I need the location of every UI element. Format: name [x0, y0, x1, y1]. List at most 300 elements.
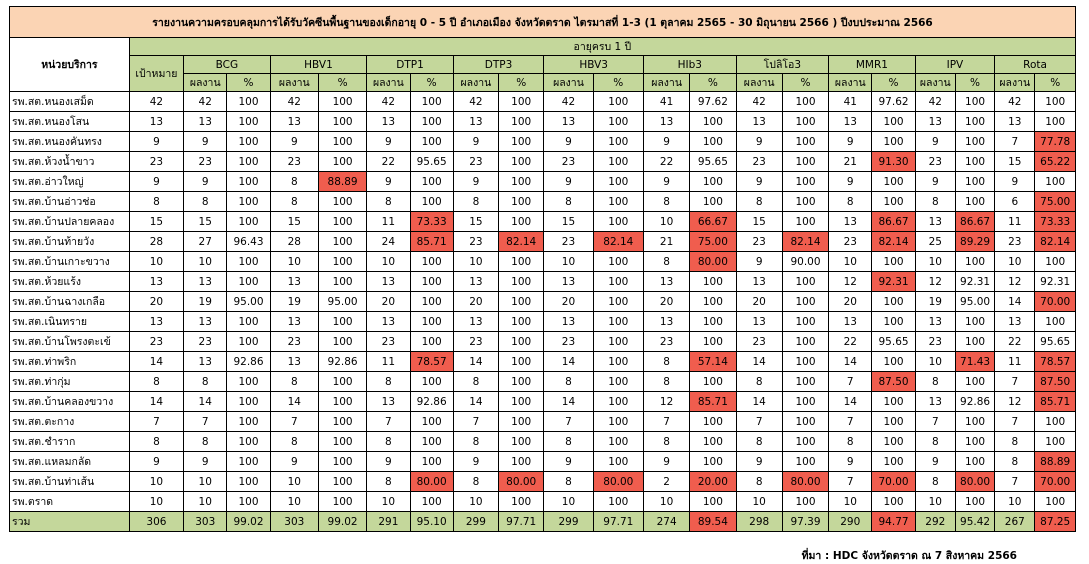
- percent-cell: 100: [955, 452, 994, 472]
- result-cell: 42: [270, 92, 318, 112]
- result-cell: 299: [453, 512, 498, 532]
- result-cell: 41: [829, 92, 872, 112]
- result-cell: 11: [995, 212, 1035, 232]
- percent-cell: 87.50: [1035, 372, 1076, 392]
- percent-cell: 100: [593, 172, 643, 192]
- percent-cell: 100: [782, 332, 828, 352]
- target-header: เป้าหมาย: [129, 56, 183, 92]
- result-cell: 7: [915, 412, 955, 432]
- percent-cell: 80.00: [593, 472, 643, 492]
- result-cell: 303: [270, 512, 318, 532]
- percent-cell: 100: [872, 312, 915, 332]
- result-cell: 13: [367, 112, 410, 132]
- target-cell: 7: [129, 412, 183, 432]
- result-cell: 292: [915, 512, 955, 532]
- result-cell: 10: [184, 492, 227, 512]
- result-cell: 23: [736, 332, 782, 352]
- table-row: [10, 112, 1076, 132]
- result-cell: 12: [829, 272, 872, 292]
- result-cell: 13: [367, 272, 410, 292]
- target-cell: 10: [129, 252, 183, 272]
- result-cell: 8: [453, 192, 498, 212]
- percent-cell: 95.10: [410, 512, 453, 532]
- target-cell: 8: [129, 372, 183, 392]
- percent-cell: 100: [690, 172, 736, 192]
- percent-cell: 100: [872, 352, 915, 372]
- result-cell: 19: [915, 292, 955, 312]
- percent-cell: 95.65: [690, 152, 736, 172]
- percent-cell: 100: [782, 292, 828, 312]
- result-cell: 23: [995, 232, 1035, 252]
- result-cell: 42: [367, 92, 410, 112]
- percent-cell: 100: [318, 452, 366, 472]
- table-row: [10, 212, 1076, 232]
- percent-cell: 77.78: [1035, 132, 1076, 152]
- percent-cell: 100: [227, 252, 270, 272]
- table-row: [10, 312, 1076, 332]
- result-cell: 7: [995, 132, 1035, 152]
- unit-name: รพ.สต.หนองเสม็ด: [10, 92, 130, 112]
- result-cell: 9: [829, 132, 872, 152]
- percent-cell: 100: [499, 112, 544, 132]
- target-cell: 13: [129, 312, 183, 332]
- result-cell: 8: [829, 192, 872, 212]
- result-cell: 8: [367, 372, 410, 392]
- unit-name: รพ.สต.แหลมกลัด: [10, 452, 130, 472]
- result-cell: 10: [829, 252, 872, 272]
- result-cell: 8: [544, 192, 593, 212]
- percent-cell: 100: [410, 272, 453, 292]
- table-row: [10, 92, 1076, 112]
- target-cell: 14: [129, 392, 183, 412]
- result-cell: 8: [184, 372, 227, 392]
- table-row: [10, 152, 1076, 172]
- result-cell: 8: [184, 432, 227, 452]
- result-cell: 13: [453, 272, 498, 292]
- target-cell: 10: [129, 472, 183, 492]
- percent-cell: 100: [593, 412, 643, 432]
- result-cell: 42: [995, 92, 1035, 112]
- result-cell: 2: [643, 472, 689, 492]
- result-cell: 10: [184, 472, 227, 492]
- result-cell: 11: [995, 352, 1035, 372]
- vaccine-header: BCG: [184, 56, 271, 74]
- result-cell: 23: [736, 232, 782, 252]
- table-row: [10, 332, 1076, 352]
- percent-cell: 100: [593, 92, 643, 112]
- result-cell: 7: [995, 412, 1035, 432]
- percent-header: %: [690, 74, 736, 92]
- result-header: ผลงาน: [453, 74, 498, 92]
- percent-cell: 95.65: [1035, 332, 1076, 352]
- result-cell: 15: [544, 212, 593, 232]
- result-cell: 14: [544, 352, 593, 372]
- percent-cell: 100: [872, 492, 915, 512]
- percent-cell: 71.43: [955, 352, 994, 372]
- result-cell: 13: [270, 312, 318, 332]
- target-cell: 13: [129, 112, 183, 132]
- result-cell: 12: [915, 272, 955, 292]
- percent-cell: 100: [410, 92, 453, 112]
- percent-cell: 100: [690, 272, 736, 292]
- target-cell: 20: [129, 292, 183, 312]
- percent-cell: 92.31: [955, 272, 994, 292]
- result-cell: 13: [453, 312, 498, 332]
- percent-header: %: [227, 74, 270, 92]
- result-cell: 8: [544, 372, 593, 392]
- result-cell: 290: [829, 512, 872, 532]
- percent-cell: 100: [318, 412, 366, 432]
- result-cell: 27: [184, 232, 227, 252]
- percent-cell: 100: [227, 372, 270, 392]
- percent-cell: 100: [955, 312, 994, 332]
- unit-name: รพ.สต.หนองโสน: [10, 112, 130, 132]
- result-cell: 10: [736, 492, 782, 512]
- percent-cell: 100: [318, 192, 366, 212]
- table-row: [10, 132, 1076, 152]
- unit-name: รพ.สต.ห้วยแร้ง: [10, 272, 130, 292]
- result-cell: 13: [829, 212, 872, 232]
- vaccine-header: DTP3: [453, 56, 544, 74]
- result-cell: 9: [643, 452, 689, 472]
- unit-name: รพ.สต.ห้วงน้ำขาว: [10, 152, 130, 172]
- result-cell: 8: [544, 432, 593, 452]
- target-cell: 13: [129, 272, 183, 292]
- result-cell: 12: [643, 392, 689, 412]
- percent-cell: 85.71: [1035, 392, 1076, 412]
- percent-cell: 100: [318, 92, 366, 112]
- percent-cell: 85.71: [410, 232, 453, 252]
- result-cell: 12: [995, 272, 1035, 292]
- percent-cell: 100: [690, 292, 736, 312]
- percent-cell: 97.71: [499, 512, 544, 532]
- result-cell: 8: [736, 472, 782, 492]
- result-cell: 10: [915, 352, 955, 372]
- vaccine-header: IPV: [915, 56, 995, 74]
- result-cell: 23: [270, 332, 318, 352]
- result-cell: 14: [736, 392, 782, 412]
- vaccine-header: HBV3: [544, 56, 644, 74]
- result-cell: 9: [736, 172, 782, 192]
- percent-cell: 100: [782, 452, 828, 472]
- result-cell: 10: [270, 252, 318, 272]
- result-cell: 8: [915, 472, 955, 492]
- percent-cell: 80.00: [690, 252, 736, 272]
- percent-cell: 100: [318, 272, 366, 292]
- percent-cell: 100: [593, 432, 643, 452]
- percent-cell: 91.30: [872, 152, 915, 172]
- percent-cell: 78.57: [1035, 352, 1076, 372]
- percent-cell: 100: [227, 432, 270, 452]
- percent-cell: 100: [782, 212, 828, 232]
- percent-cell: 100: [499, 252, 544, 272]
- result-cell: 14: [829, 392, 872, 412]
- percent-cell: 100: [955, 192, 994, 212]
- result-cell: 42: [915, 92, 955, 112]
- vaccine-header: HIb3: [643, 56, 736, 74]
- unit-name: รพ.สต.บ้านฉางเกลือ: [10, 292, 130, 312]
- result-cell: 8: [643, 432, 689, 452]
- coverage-report: [9, 6, 1076, 562]
- result-cell: 10: [915, 492, 955, 512]
- result-cell: 9: [367, 172, 410, 192]
- unit-name: รพ.สต.บ้านปลายคลอง: [10, 212, 130, 232]
- percent-cell: 100: [318, 112, 366, 132]
- target-cell: 9: [129, 172, 183, 192]
- percent-cell: 100: [955, 252, 994, 272]
- result-cell: 21: [643, 232, 689, 252]
- result-cell: 20: [453, 292, 498, 312]
- percent-cell: 100: [499, 352, 544, 372]
- result-cell: 7: [453, 412, 498, 432]
- vaccine-header: MMR1: [829, 56, 916, 74]
- result-cell: 23: [544, 152, 593, 172]
- percent-cell: 100: [872, 192, 915, 212]
- result-cell: 9: [184, 132, 227, 152]
- percent-cell: 100: [410, 372, 453, 392]
- percent-cell: 100: [593, 492, 643, 512]
- total-row: [10, 512, 1076, 532]
- result-cell: 8: [270, 192, 318, 212]
- percent-cell: 100: [499, 452, 544, 472]
- percent-cell: 88.89: [318, 172, 366, 192]
- result-cell: 23: [915, 332, 955, 352]
- percent-cell: 100: [318, 212, 366, 232]
- percent-cell: 100: [690, 492, 736, 512]
- table-row: [10, 472, 1076, 492]
- percent-cell: 100: [318, 232, 366, 252]
- target-cell: 23: [129, 152, 183, 172]
- percent-cell: 100: [318, 312, 366, 332]
- result-cell: 13: [367, 392, 410, 412]
- percent-cell: 97.62: [690, 92, 736, 112]
- result-cell: 19: [270, 292, 318, 312]
- result-cell: 20: [544, 292, 593, 312]
- percent-cell: 100: [227, 172, 270, 192]
- result-cell: 14: [829, 352, 872, 372]
- result-cell: 13: [184, 272, 227, 292]
- result-cell: 15: [453, 212, 498, 232]
- percent-cell: 100: [782, 132, 828, 152]
- result-cell: 10: [544, 252, 593, 272]
- percent-cell: 65.22: [1035, 152, 1076, 172]
- result-cell: 9: [184, 172, 227, 192]
- percent-header: %: [782, 74, 828, 92]
- vaccine-header: HBV1: [270, 56, 367, 74]
- percent-header: %: [318, 74, 366, 92]
- percent-cell: 100: [593, 212, 643, 232]
- percent-cell: 100: [782, 172, 828, 192]
- percent-cell: 100: [499, 492, 544, 512]
- percent-cell: 100: [782, 432, 828, 452]
- result-cell: 8: [915, 192, 955, 212]
- result-cell: 9: [544, 452, 593, 472]
- percent-cell: 95.42: [955, 512, 994, 532]
- percent-cell: 100: [227, 112, 270, 132]
- result-cell: 13: [184, 312, 227, 332]
- result-cell: 8: [643, 192, 689, 212]
- result-cell: 23: [453, 152, 498, 172]
- result-cell: 42: [736, 92, 782, 112]
- result-cell: 23: [184, 152, 227, 172]
- result-cell: 9: [736, 252, 782, 272]
- percent-cell: 100: [410, 412, 453, 432]
- result-cell: 14: [453, 392, 498, 412]
- result-header: ผลงาน: [736, 74, 782, 92]
- percent-cell: 100: [955, 372, 994, 392]
- percent-cell: 100: [782, 412, 828, 432]
- result-cell: 274: [643, 512, 689, 532]
- result-cell: 13: [643, 312, 689, 332]
- percent-cell: 95.00: [318, 292, 366, 312]
- result-cell: 8: [544, 472, 593, 492]
- result-header: ผลงาน: [995, 74, 1035, 92]
- percent-cell: 95.00: [227, 292, 270, 312]
- result-cell: 9: [643, 132, 689, 152]
- result-cell: 9: [915, 172, 955, 192]
- result-cell: 7: [367, 412, 410, 432]
- result-cell: 42: [544, 92, 593, 112]
- result-cell: 15: [184, 212, 227, 232]
- result-cell: 9: [736, 132, 782, 152]
- result-header: ผลงาน: [367, 74, 410, 92]
- percent-cell: 96.43: [227, 232, 270, 252]
- unit-name: รวม: [10, 512, 130, 532]
- result-cell: 10: [367, 252, 410, 272]
- result-cell: 13: [270, 272, 318, 292]
- percent-cell: 100: [690, 412, 736, 432]
- percent-cell: 100: [1035, 312, 1076, 332]
- result-cell: 9: [829, 452, 872, 472]
- table-row: [10, 352, 1076, 372]
- percent-cell: 100: [410, 192, 453, 212]
- percent-cell: 95.65: [410, 152, 453, 172]
- table-row: [10, 492, 1076, 512]
- percent-cell: 100: [1035, 492, 1076, 512]
- result-cell: 299: [544, 512, 593, 532]
- result-cell: 9: [995, 172, 1035, 192]
- result-cell: 9: [736, 452, 782, 472]
- percent-cell: 100: [782, 492, 828, 512]
- percent-cell: 100: [872, 112, 915, 132]
- result-cell: 9: [915, 452, 955, 472]
- target-cell: 9: [129, 132, 183, 152]
- percent-cell: 92.86: [410, 392, 453, 412]
- result-header: ผลงาน: [829, 74, 872, 92]
- percent-cell: 82.14: [782, 232, 828, 252]
- percent-cell: 100: [318, 152, 366, 172]
- percent-cell: 100: [955, 152, 994, 172]
- unit-name: รพ.ตราด: [10, 492, 130, 512]
- percent-cell: 100: [499, 92, 544, 112]
- result-cell: 9: [270, 132, 318, 152]
- result-cell: 22: [995, 332, 1035, 352]
- percent-cell: 100: [227, 272, 270, 292]
- result-cell: 13: [184, 352, 227, 372]
- result-cell: 10: [453, 252, 498, 272]
- result-cell: 23: [184, 332, 227, 352]
- result-cell: 23: [367, 332, 410, 352]
- percent-cell: 100: [499, 272, 544, 292]
- unit-name: รพ.สต.อ่าวใหญ่: [10, 172, 130, 192]
- result-cell: 13: [829, 112, 872, 132]
- result-cell: 8: [915, 432, 955, 452]
- percent-cell: 100: [955, 92, 994, 112]
- unit-name: รพ.สต.ท่ากุ่ม: [10, 372, 130, 392]
- result-cell: 7: [643, 412, 689, 432]
- percent-cell: 100: [782, 192, 828, 212]
- result-cell: 22: [643, 152, 689, 172]
- result-cell: 13: [643, 272, 689, 292]
- unit-name: รพ.สต.บ้านโพรงตะเข้: [10, 332, 130, 352]
- result-cell: 13: [184, 112, 227, 132]
- result-cell: 8: [829, 432, 872, 452]
- vaccine-header: Rota: [995, 56, 1076, 74]
- percent-cell: 100: [782, 152, 828, 172]
- target-cell: 42: [129, 92, 183, 112]
- target-cell: 306: [129, 512, 183, 532]
- result-cell: 7: [736, 412, 782, 432]
- percent-cell: 100: [690, 372, 736, 392]
- result-cell: 8: [453, 432, 498, 452]
- percent-cell: 100: [872, 452, 915, 472]
- result-cell: 8: [915, 372, 955, 392]
- percent-cell: 100: [410, 452, 453, 472]
- percent-cell: 100: [227, 312, 270, 332]
- percent-cell: 82.14: [1035, 232, 1076, 252]
- percent-cell: 100: [593, 352, 643, 372]
- age-group-header: อายุครบ 1 ปี: [129, 38, 1075, 56]
- result-cell: 28: [270, 232, 318, 252]
- percent-cell: 100: [690, 312, 736, 332]
- result-cell: 13: [736, 312, 782, 332]
- percent-cell: 100: [499, 292, 544, 312]
- result-cell: 20: [367, 292, 410, 312]
- percent-cell: 100: [955, 132, 994, 152]
- percent-cell: 100: [593, 312, 643, 332]
- percent-cell: 100: [1035, 92, 1076, 112]
- percent-cell: 70.00: [872, 472, 915, 492]
- result-cell: 8: [270, 172, 318, 192]
- result-cell: 9: [367, 452, 410, 472]
- result-cell: 9: [544, 172, 593, 192]
- result-cell: 13: [915, 312, 955, 332]
- percent-cell: 73.33: [410, 212, 453, 232]
- result-cell: 14: [544, 392, 593, 412]
- result-cell: 13: [995, 112, 1035, 132]
- vaccine-header: โปลิโอ3: [736, 56, 829, 74]
- percent-cell: 100: [690, 112, 736, 132]
- target-cell: 15: [129, 212, 183, 232]
- percent-cell: 88.89: [1035, 452, 1076, 472]
- result-cell: 13: [544, 112, 593, 132]
- result-cell: 11: [367, 212, 410, 232]
- result-cell: 9: [367, 132, 410, 152]
- result-cell: 42: [453, 92, 498, 112]
- percent-cell: 90.00: [782, 252, 828, 272]
- percent-cell: 66.67: [690, 212, 736, 232]
- table-row: [10, 272, 1076, 292]
- percent-cell: 100: [410, 492, 453, 512]
- table-row: [10, 192, 1076, 212]
- target-cell: 8: [129, 432, 183, 452]
- percent-cell: 70.00: [1035, 292, 1076, 312]
- target-cell: 28: [129, 232, 183, 252]
- percent-cell: 100: [1035, 112, 1076, 132]
- result-cell: 7: [995, 372, 1035, 392]
- percent-cell: 100: [782, 372, 828, 392]
- result-cell: 23: [829, 232, 872, 252]
